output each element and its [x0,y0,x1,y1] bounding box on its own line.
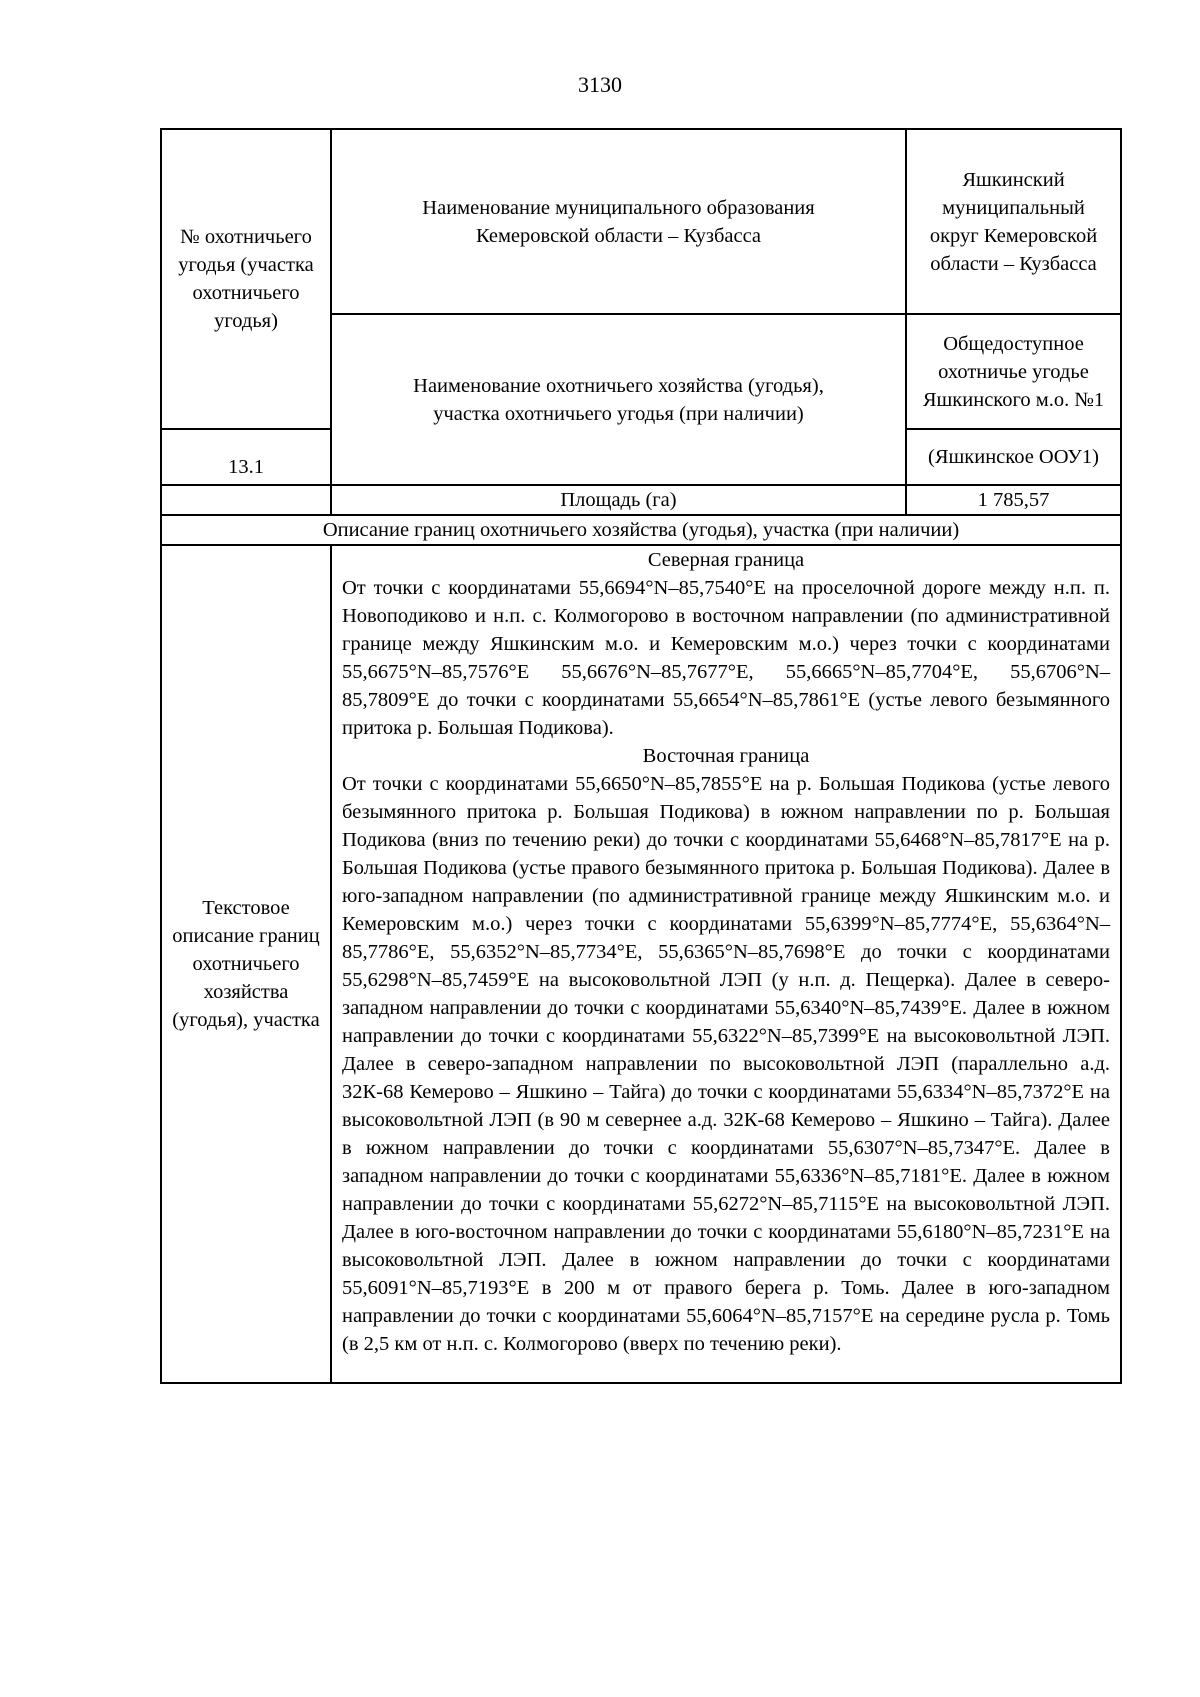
hunting-ground-short-name-cell [906,429,1121,485]
area-value-cell [906,485,1121,515]
empty-cell [161,485,331,515]
area-value: 1 785,57 [977,489,1050,511]
hunting-ground-value: Общедоступное охотничье угодье Яшкинского м.о. №1 [922,332,1105,411]
area-label-cell [331,485,906,515]
north-boundary-text: От точки с координатами 55,6694°N–85,7540°E на проселочной дороге между н.п. п. Новоподиково и н.п. с. Колмогорово в восточном направлении (по административной границе между Яшкинским м.о. и Кемеровским м.о.) через точки с координатами 55,6675°N–85,7576°E 55,6676°N–85,7677°E, 55,6665°N–85,7704°E, 55,6706°N–85,7809°E до точки с координатами 55,6654°N–85,7861°E (устье левого безымянного притока р. Большая Подикова). [342,577,1110,739]
boundary-description-cell [331,545,1121,1383]
text-description-label: Текстовое описание границ охотничьего хозяйства (угодья), участка [172,897,320,1031]
municipality-value: Яшкинский муниципальный округ Кемеровской области – Кузбасса [929,168,1098,275]
hunting-ground-value-cell [906,314,1121,429]
hunting-ground-label: Наименование охотничьего хозяйства (угодья), участка охотничьего угодья (при наличии) [413,374,824,425]
ground-number-cell [161,429,331,485]
ground-number: 13.1 [228,456,264,478]
municipality-label-cell [331,129,906,314]
east-boundary-text: От точки с координатами 55,6650°N–85,7855°E на р. Большая Подикова (устье левого безымянного притока р. Большая Подикова) в южном направлении по р. Большая Подикова (вниз по течению реки) до точки с координатами 55,6468°N–85,7817°E на р. Большая Подикова (устье правого безымянного притока р. Большая Подикова). Далее в юго-западном направлении (по административной границе между Яшкинским м.о. и Кемеровским м.о.) через точки с координатами 55,6399°N–85,7774°E, 55,6364°N–85,7786°E, 55,6352°N–85,7734°E, 55,6365°N–85,7698°E до точки с координатами 55,6298°N–85,7459°E на высоковольтной ЛЭП (у н.п. д. Пещерка). Далее в северо-западном направлении до точки с координатами 55,6340°N–85,7439°E. Далее в южном направлении до точки с координатами 55,6322°N–85,7399°E на высоковольтной ЛЭП. Далее в северо-западном направлении по высоковольтной ЛЭП (параллельно а.д. 32К-68 Кемерово – Яшкино – Тайга) до точки с координатами 55,6334°N–85,7372°E на высоковольтной ЛЭП (в 90 м севернее а.д. 32К-68 Кемерово – Яшкино – Тайга). Далее в южном направлении до точки с координатами 55,6307°N–85,7347°E. Далее в западном направлении до точки с координатами 55,6336°N–85,7181°E. Далее в южном направлении до точки с координатами 55,6272°N–85,7115°E на высоковольтной ЛЭП. Далее в юго-восточном направлении до точки с координатами 55,6180°N–85,7231°E на высоковольтной ЛЭП. Далее в южном направлении до точки с координатами 55,6091°N–85,7193°E в 200 м от правого берега р. Томь. Далее в юго-западном направлении до точки с координатами 55,6064°N–85,7157°E на середине русла р. Томь (в 2,5 км от н.п. с. Колмогорово (вверх по течению реки). [342,773,1110,1355]
area-label: Площадь (га) [560,489,677,511]
municipality-label: Наименование муниципального образования Кемеровской области – Кузбасса [422,196,815,247]
municipality-value-cell [906,129,1121,314]
east-boundary-title: Восточная граница [642,745,810,767]
ground-number-header-cell [161,129,331,429]
page-number: 3130 [578,72,622,97]
hunting-ground-label-cell [331,314,906,485]
boundaries-header: Описание границ охотничьего хозяйства (угодья), участка (при наличии) [322,519,960,541]
hunting-ground-table [160,128,1122,1384]
ground-number-header: № охотничьего угодья (участка охотничьего угодья) [178,226,314,332]
hunting-ground-short-name: (Яшкинское ООУ1) [928,446,1099,468]
text-description-label-cell [161,545,331,1383]
north-boundary-title: Северная граница [647,549,805,571]
boundaries-header-cell [161,515,1121,545]
